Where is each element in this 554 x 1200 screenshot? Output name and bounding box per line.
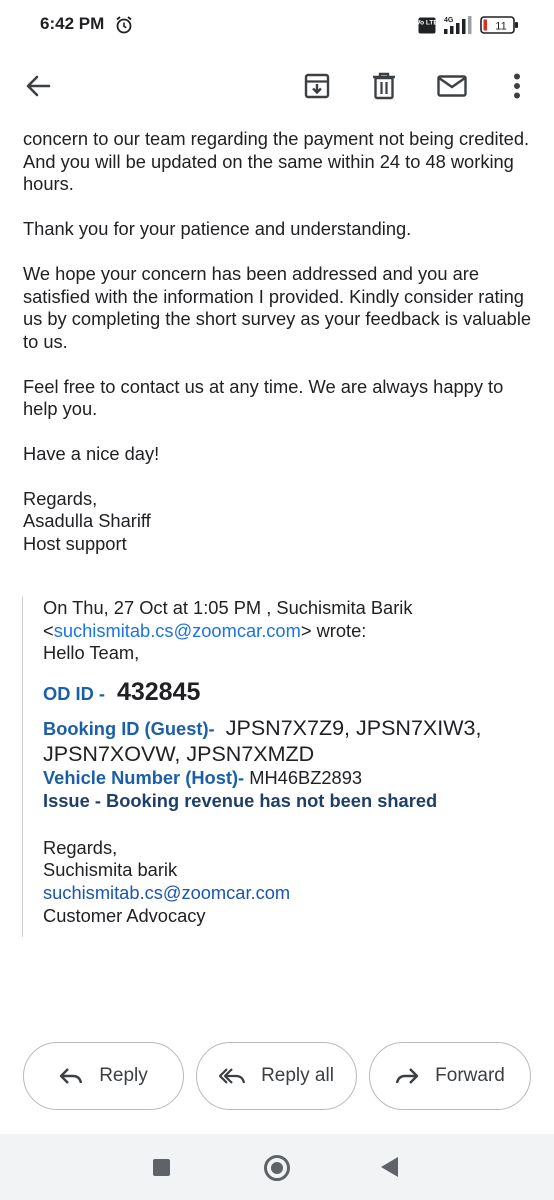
- signature-line: Host support: [23, 533, 127, 555]
- forward-icon: [395, 1067, 419, 1085]
- back-nav-icon[interactable]: [381, 1157, 398, 1177]
- body-paragraph: Feel free to contact us at any time. We are always happy to help you.: [23, 375, 504, 420]
- quote-sender-email[interactable]: suchismitab.cs@zoomcar.com: [43, 881, 291, 903]
- reply-all-label: Reply all: [261, 1065, 334, 1086]
- quote-greeting: Hello Team,: [43, 642, 140, 664]
- reply-actions: [0, 1042, 554, 1112]
- body-paragraph: concern to our team regarding the payment not being credited. And you will be updated on the same within 24 to 48 working hours.: [23, 128, 530, 195]
- signature-line: Regards,: [23, 487, 98, 509]
- quoted-message: [22, 597, 535, 937]
- quote-regards: Regards,: [43, 836, 118, 858]
- quote-sender-role: Customer Advocacy: [43, 904, 206, 926]
- body-paragraph: We hope your concern has been addressed and you are satisfied with the information I provided. Kindly consider rating us by completing the short survey as your feedback is valuable to us.: [23, 262, 532, 352]
- od-id-value: 432845: [116, 678, 201, 707]
- recent-apps-icon[interactable]: [153, 1159, 170, 1176]
- network-type-text: 4G: [444, 17, 454, 24]
- booking-ids-line1: JPSN7X7Z9, JPSN7XIW3,: [225, 716, 482, 741]
- mark-unread-button[interactable]: [430, 64, 474, 108]
- od-id-line: [43, 678, 523, 713]
- forward-button[interactable]: [369, 1042, 531, 1110]
- od-id-label: OD ID -: [43, 683, 105, 705]
- body-paragraph: Have a nice day!: [23, 443, 160, 465]
- vehicle-number-line: [43, 767, 523, 790]
- reply-all-icon: [219, 1067, 245, 1085]
- email-body: [23, 128, 535, 556]
- quote-header-sender: <suchismitab.cs@zoomcar.com> wrote:: [43, 619, 367, 641]
- more-options-button[interactable]: [495, 64, 539, 108]
- more-vert-icon: [513, 73, 521, 99]
- delete-icon: [372, 72, 396, 100]
- back-button[interactable]: [16, 64, 60, 108]
- forward-label: Forward: [435, 1065, 505, 1086]
- archive-button[interactable]: [295, 64, 339, 108]
- system-navigation-bar: [0, 1134, 554, 1200]
- status-time: 6:42 PM: [40, 14, 105, 33]
- back-arrow-icon: [25, 74, 51, 98]
- booking-ids-line2: JPSN7XOVW, JPSN7XMZD: [43, 742, 315, 767]
- issue-line: Issue - Booking revenue has not been shared: [43, 789, 438, 811]
- battery-icon: [480, 16, 520, 39]
- volte-icon: [418, 17, 436, 39]
- reply-button[interactable]: [23, 1042, 184, 1110]
- email-toolbar: [0, 52, 554, 120]
- alarm-clock-icon: [114, 15, 134, 40]
- home-icon[interactable]: [264, 1155, 290, 1181]
- booking-id-line: [43, 715, 523, 741]
- status-bar: [0, 0, 554, 52]
- reply-icon: [59, 1067, 83, 1085]
- volte-text: Vo LTE: [416, 19, 438, 27]
- signal-4g-icon: [442, 15, 474, 40]
- reply-all-button[interactable]: [196, 1042, 357, 1110]
- body-paragraph: Thank you for your patience and understanding.: [23, 218, 412, 240]
- signature-line: Asadulla Shariff: [23, 510, 151, 532]
- battery-level-text: 11: [495, 20, 507, 33]
- mark-unread-icon: [437, 75, 467, 97]
- reply-label: Reply: [99, 1065, 148, 1086]
- quote-sender-email-link[interactable]: suchismitab.cs@zoomcar.com: [53, 619, 301, 641]
- vehicle-number-value: MH46BZ2893: [249, 767, 363, 789]
- archive-icon: [304, 73, 330, 99]
- booking-id-label: Booking ID (Guest)-: [43, 718, 215, 740]
- vehicle-number-label: Vehicle Number (Host)-: [43, 767, 245, 789]
- quote-header-line: On Thu, 27 Oct at 1:05 PM , Suchismita Barik: [43, 597, 413, 618]
- delete-button[interactable]: [362, 64, 406, 108]
- quote-sender-name: Suchismita barik: [43, 859, 178, 881]
